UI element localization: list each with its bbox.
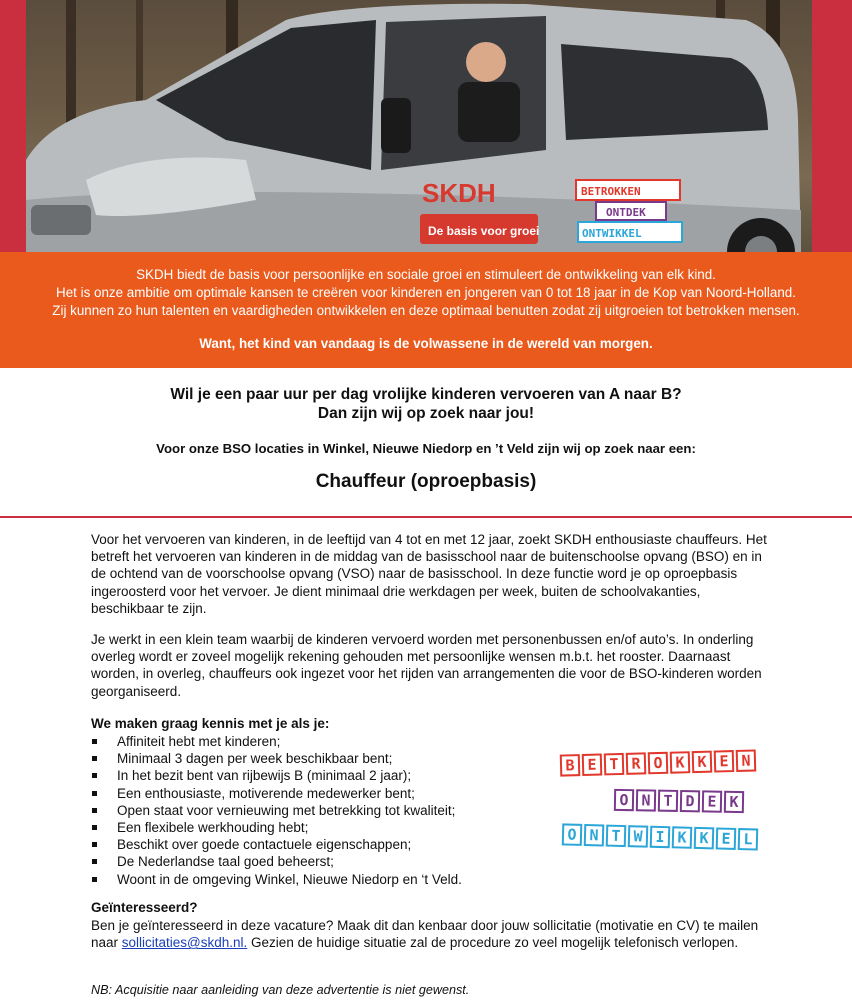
van-illustration [26, 0, 812, 252]
logo-row-betrokken [560, 749, 759, 776]
logo-letter-tile: D [680, 790, 700, 812]
hero-photo [26, 0, 812, 252]
list-item: Beschikt over goede contactuele eigenschappen; [91, 836, 462, 853]
betrokken-ontdek-ontwikkel-logo [556, 746, 753, 864]
list-item: Een enthousiaste, motiverende medewerker bent; [91, 785, 462, 802]
logo-letter-tile: N [584, 824, 605, 847]
list-item: Woont in de omgeving Winkel, Nieuwe Niedorp en ‘t Veld. [91, 871, 462, 888]
van-logo-word-2: ONTDEK [606, 206, 646, 219]
logo-letter-tile: E [716, 827, 737, 850]
headline-line-2: Dan zijn wij op zoek naar jou! [317, 405, 535, 422]
logo-letter-tile: O [614, 789, 634, 811]
logo-row-ontwikkel [562, 823, 761, 850]
logo-letter-tile: N [636, 789, 656, 811]
logo-letter-tile: R [626, 752, 647, 775]
list-item: Affiniteit hebt met kinderen; [91, 733, 462, 750]
logo-letter-tile: T [658, 790, 678, 812]
hero-banner [0, 0, 852, 252]
logo-letter-tile: E [582, 753, 603, 776]
list-item: Minimaal 3 dagen per week beschikbaar bent; [91, 750, 462, 767]
divider-rule [0, 516, 852, 518]
job-title: Chauffeur (oproepbasis) [315, 471, 537, 492]
paragraph-2: Je werkt in een klein team waarbij de kinderen vervoerd worden met personenbussen en/of auto’s. In onderling overleg wordt er zoveel mogelijk rekening gehouden met persoonlijke wensen m.b.t. het rooster. Daarnaast worden, in overleg, chauffeurs ook ingezet voor het rijden van arrangementen die voor de BSO-kinderen worden georganiseerd. [91, 632, 762, 699]
intro-line-1: SKDH biedt de basis voor persoonlijke en sociale groei en stimuleert de ontwikkeling van elk kind. [136, 267, 716, 282]
logo-letter-tile: K [724, 791, 744, 813]
logo-letter-tile: K [670, 751, 691, 774]
interested-paragraph [91, 917, 771, 951]
logo-letter-tile: O [562, 823, 583, 846]
logo-row-ontdek [614, 789, 746, 813]
interested-text-before: Ben je geïnteresseerd in deze vacature? Maak dit dan kenbaar door jouw sollicitatie (motivatie en CV) te mailen naar [91, 918, 759, 951]
subheadline: Voor onze BSO locaties in Winkel, Nieuwe Niedorp en ’t Veld zijn wij op zoek naar een: [156, 441, 696, 456]
interested-text-after: Gezien de huidige situatie zal de procedure zo veel mogelijk telefonisch verlopen. [247, 935, 739, 951]
list-item: Een flexibele werkhouding hebt; [91, 819, 462, 836]
logo-letter-tile: K [694, 827, 715, 850]
logo-letter-tile: B [560, 754, 581, 777]
van-brand-text: SKDH [422, 178, 496, 208]
logo-letter-tile: O [648, 752, 669, 775]
logo-letter-tile: K [692, 751, 713, 774]
paragraph-1: Voor het vervoeren van kinderen, in de leeftijd van 4 tot en met 12 jaar, zoekt SKDH enthousiaste chauffeurs. Het betreft het vervoeren van kinderen in de middag van de basisschool naar de buitenschoolse opvang (BSO) en in de ochtend van de voorschoolse opvang (VSO) naar de basisschool. In deze functie word je op oproepbasis ingeroosterd voor het vervoer. Je dient minimaal drie werkdagen per week, buiten de schoolvakanties, beschikbaar te zijn. [91, 532, 767, 616]
logo-letter-tile: E [702, 790, 722, 812]
logo-letter-tile: T [606, 825, 627, 848]
intro-band [0, 252, 852, 368]
list-item: In het bezit bent van rijbewijs B (minimaal 2 jaar); [91, 767, 462, 784]
logo-letter-tile: W [628, 825, 649, 848]
intro-line-3: Zij kunnen zo hun talenten en vaardigheden ontwikkelen en deze optimaal benutten zodat zij uitgroeien tot betrokken mensen. [52, 303, 800, 318]
intro-line-2: Het is onze ambitie om optimale kansen te creëren voor kinderen en jongeren van 0 tot 18 jaar in de Kop van Noord-Holland. [56, 285, 796, 300]
requirements-title: We maken graag kennis met je als je: [91, 716, 330, 731]
logo-letter-tile: N [736, 749, 757, 772]
intro-motto: Want, het kind van vandaag is de volwassene in de wereld van morgen. [199, 336, 653, 351]
interested-title: Geïnteresseerd? [91, 900, 198, 915]
logo-letter-tile: L [738, 828, 759, 851]
acquisition-note: NB: Acquisitie naar aanleiding van deze advertentie is niet gewenst. [91, 983, 470, 997]
list-item: Open staat voor vernieuwing met betrekking tot kwaliteit; [91, 802, 462, 819]
van-logo-word-1: BETROKKEN [581, 185, 641, 198]
headline-line-1: Wil je een paar uur per dag vrolijke kinderen vervoeren van A naar B? [170, 386, 682, 403]
logo-letter-tile: T [604, 753, 625, 776]
requirements-list [91, 733, 462, 888]
logo-letter-tile: I [650, 826, 671, 849]
van-tagline-text: De basis voor groei [428, 224, 540, 238]
van-logo-word-3: ONTWIKKEL [582, 227, 642, 240]
email-link[interactable]: sollicitaties@skdh.nl. [121, 935, 248, 951]
logo-letter-tile: E [714, 750, 735, 773]
logo-letter-tile: K [672, 826, 693, 849]
headline [0, 385, 852, 423]
list-item: De Nederlandse taal goed beheerst; [91, 853, 462, 870]
